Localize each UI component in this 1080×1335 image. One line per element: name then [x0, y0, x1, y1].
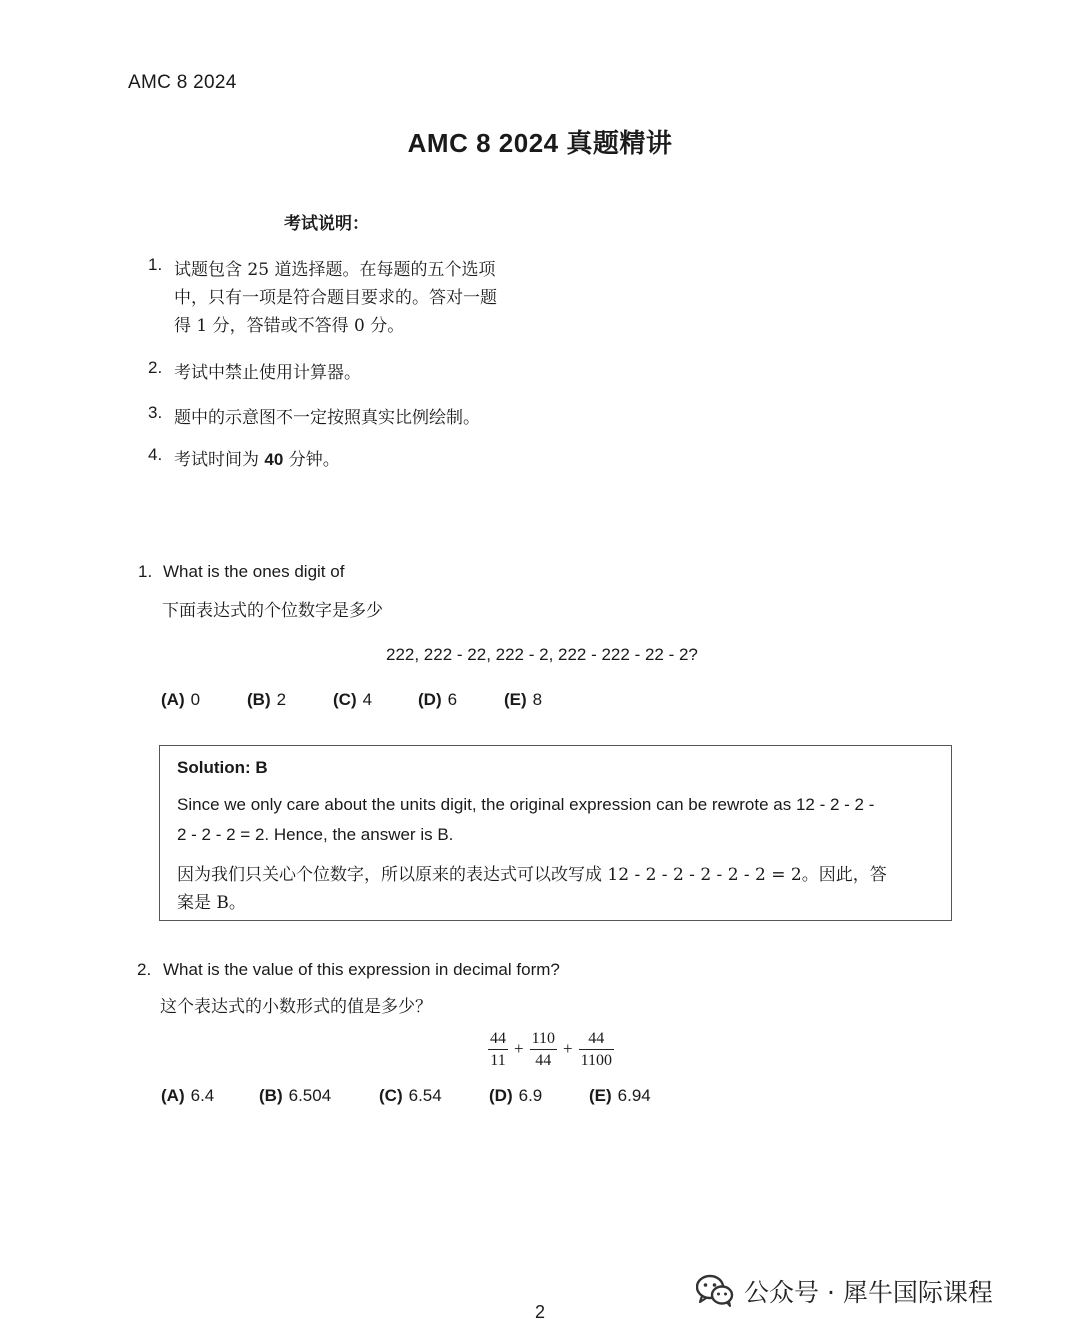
- fraction: [530, 1029, 557, 1070]
- choice-label: (C): [379, 1086, 403, 1105]
- instruction-text: 得 1 分，答错或不答得 0 分。: [174, 316, 405, 336]
- fraction-denominator: 11: [490, 1051, 506, 1069]
- choice-label: (D): [489, 1086, 513, 1105]
- fraction-numerator: 44: [490, 1029, 506, 1047]
- instruction-duration: 40: [264, 450, 284, 469]
- page-number: 2: [534, 1302, 545, 1322]
- solution-text-chinese: 案是 B。: [177, 893, 246, 913]
- question-number: 2.: [137, 960, 152, 979]
- instruction-number: 4.: [148, 445, 163, 464]
- instructions-heading: 考试说明：: [284, 214, 369, 234]
- choice-a: [161, 690, 200, 710]
- choice-label: (E): [504, 690, 527, 709]
- choice-label: (D): [418, 690, 442, 709]
- question-text-chinese: 这个表达式的小数形式的值是多少？: [160, 997, 432, 1017]
- fraction-denominator: 44: [535, 1051, 552, 1069]
- solution-title: Solution: B: [177, 758, 268, 777]
- choice-value: 6.54: [408, 1086, 442, 1105]
- instruction-text: 考试中禁止使用计算器。: [174, 363, 361, 383]
- choice-label: (B): [247, 690, 271, 709]
- instruction-number: 3.: [148, 403, 163, 422]
- choice-label: (A): [161, 690, 185, 709]
- plus-operator: +: [514, 1039, 524, 1058]
- instruction-text: 中，只有一项是符合题目要求的。答对一题: [174, 288, 497, 308]
- instruction-number: 2.: [148, 358, 163, 377]
- fraction-denominator: 1100: [580, 1051, 612, 1069]
- instruction-text-post: 分钟。: [283, 450, 340, 470]
- choice-label: (C): [333, 690, 357, 709]
- instruction-text: 试题包含 25 道选择题。在每题的五个选项: [174, 260, 496, 280]
- question-text-english: What is the value of this expression in decimal form?: [163, 960, 560, 979]
- instruction-text: 题中的示意图不一定按照真实比例绘制。: [174, 408, 480, 428]
- choice-label: (B): [259, 1086, 283, 1105]
- choice-e: [504, 690, 542, 710]
- plus-operator: +: [563, 1039, 573, 1058]
- fraction: [488, 1029, 508, 1070]
- instruction-text: [174, 445, 340, 470]
- header-label: AMC 8 2024: [128, 72, 237, 93]
- choice-value: 8: [532, 690, 543, 709]
- question-text-english: What is the ones digit of: [163, 562, 345, 581]
- choice-value: 6.504: [288, 1086, 332, 1105]
- choice-label: (E): [589, 1086, 612, 1105]
- choice-b: [259, 1086, 331, 1106]
- fraction: [579, 1029, 614, 1070]
- solution-text-english: Since we only care about the units digit, the original expression can be rewrote as 12 - 2 - 2 -: [177, 795, 875, 814]
- page-title: AMC 8 2024 真题精讲: [407, 128, 673, 158]
- question-number: 1.: [138, 562, 153, 581]
- choice-value: 6.9: [518, 1086, 543, 1105]
- choice-e: [589, 1086, 651, 1106]
- choice-value: 6.4: [190, 1086, 215, 1105]
- question-text-chinese: 下面表达式的个位数字是多少: [162, 601, 383, 621]
- choice-d: [418, 690, 457, 710]
- fraction-expression: [484, 1025, 618, 1073]
- choice-value: 0: [190, 690, 201, 709]
- fraction-numerator: 44: [588, 1029, 605, 1047]
- choice-c: [379, 1086, 442, 1106]
- fraction-numerator: 110: [531, 1029, 555, 1047]
- watermark-text: 公众号 · 犀牛国际课程: [744, 1278, 993, 1307]
- choice-a: [161, 1086, 214, 1106]
- instruction-number: 1.: [148, 255, 163, 274]
- solution-text-chinese: 因为我们只关心个位数字，所以原来的表达式可以改写成 12 - 2 - 2 - 2 - 2 - 2 = 2。因此，答: [177, 865, 887, 885]
- choice-label: (A): [161, 1086, 185, 1105]
- choice-b: [247, 690, 286, 710]
- choice-value: 6: [447, 690, 458, 709]
- choice-value: 2: [276, 690, 287, 709]
- choice-c: [333, 690, 372, 710]
- instruction-text-pre: 考试时间为: [174, 450, 265, 470]
- question-expression: 222, 222 - 22, 222 - 2, 222 - 222 - 22 - 2?: [386, 645, 698, 664]
- choice-d: [489, 1086, 542, 1106]
- choice-value: 6.94: [617, 1086, 651, 1105]
- solution-text-english: 2 - 2 - 2 = 2. Hence, the answer is B.: [177, 825, 454, 844]
- choice-value: 4: [362, 690, 373, 709]
